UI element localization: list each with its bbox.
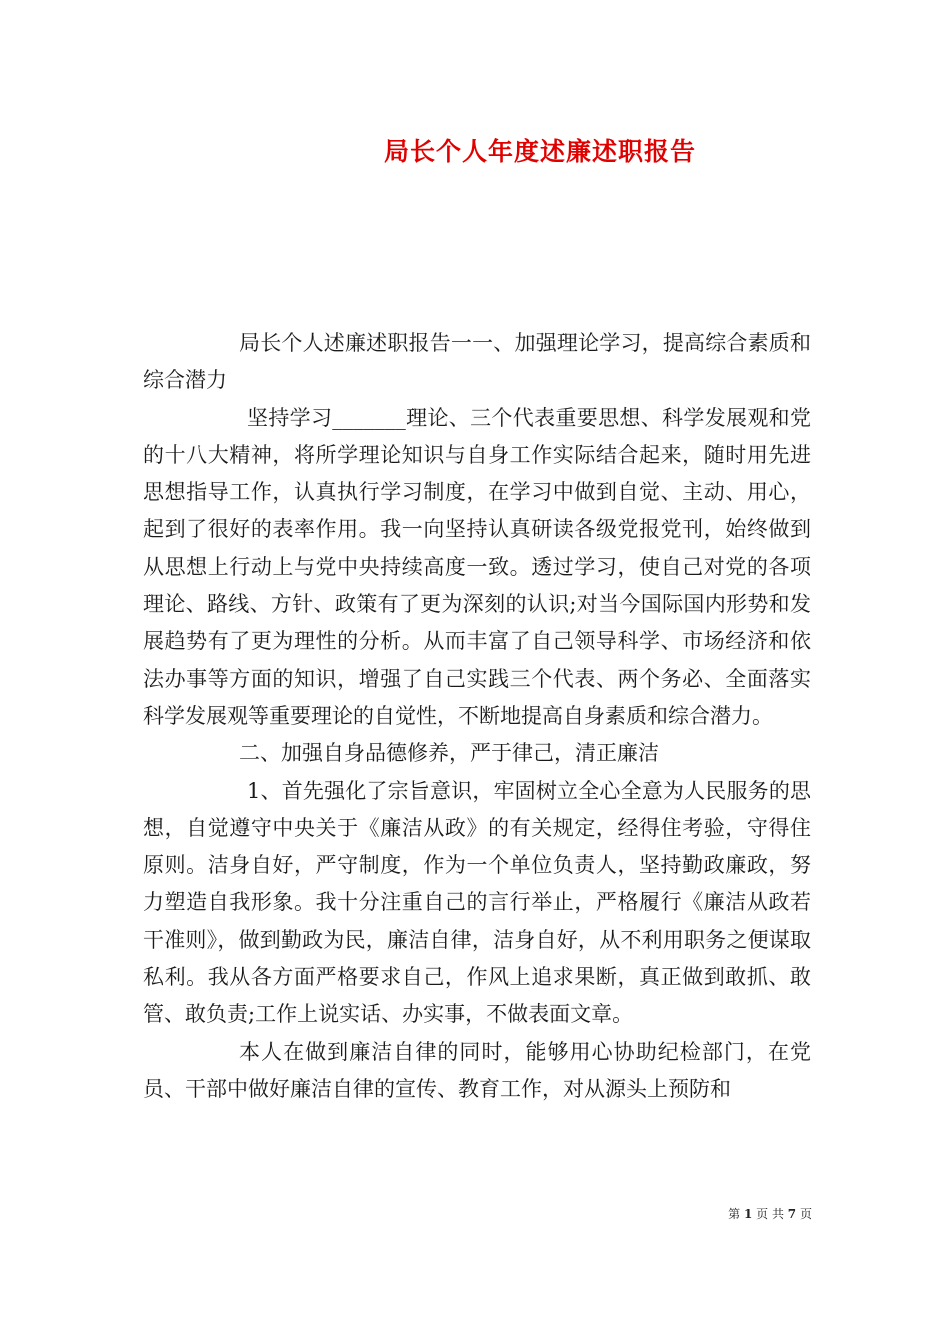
paragraph-study-theory: 坚持学习_______理论、三个代表重要思想、科学发展观和党的十八大精神，将所学理论知识与自身工作实际结合起来，随时用先进思想指导工作，认真执行学习制度，在学习中做到自觉、主动、用心，起到了很好的表率作用。我一向坚持认真研读各级党报党刊，始终做到从思想上行动上与党中央持续高度一致。透过学习，使自己对党的各项理论、路线、方针、政策有了更为深刻的认识;对当今国际国内形势和发展趋势有了更为理性的分析。从而丰富了自己领导科学、市场经济和依法办事等方面的知识，增强了自己实践三个代表、两个务必、全面落实科学发展观等重要理论的自觉性，不断地提高自身素质和综合潜力。	[143, 405, 811, 728]
paragraph-assist-discipline: 本人在做到廉洁自律的同时，能够用心协助纪检部门，在党员、干部中做好廉洁自律的宣传、教育工作，对从源头上预防和	[143, 1039, 811, 1101]
paragraph-section-1-heading: 局长个人述廉述职报告一一、加强理论学习，提高综合素质和综合潜力	[143, 331, 811, 393]
paragraph-section-2-heading: 二、加强自身品德修养，严于律己，清正廉洁	[239, 741, 659, 766]
footer-total-pages: 7	[787, 1207, 797, 1221]
footer-prefix: 第	[728, 1207, 741, 1221]
page-number-footer	[700, 1206, 812, 1222]
document-title: 局长个人年度述廉述职报告	[383, 137, 696, 166]
document-body	[143, 325, 811, 1108]
footer-current-page: 1	[743, 1207, 753, 1221]
paragraph-purpose-awareness: 1、首先强化了宗旨意识，牢固树立全心全意为人民服务的思想，自觉遵守中央关于《廉洁从政》的有关规定，经得住考验，守得住原则。洁身自好，严守制度，作为一个单位负责人，坚持勤政廉政，努力塑造自我形象。我十分注重自己的言行举止，严格履行《廉洁从政若干准则》，做到勤政为民，廉洁自律，洁身自好，从不利用职务之便谋取私利。我从各方面严格要求自己，作风上追求果断，真正做到敢抓、敢管、敢负责;工作上说实话、办实事，不做表面文章。	[143, 778, 811, 1027]
footer-suffix: 页	[799, 1207, 812, 1221]
footer-middle: 页 共	[756, 1207, 784, 1221]
